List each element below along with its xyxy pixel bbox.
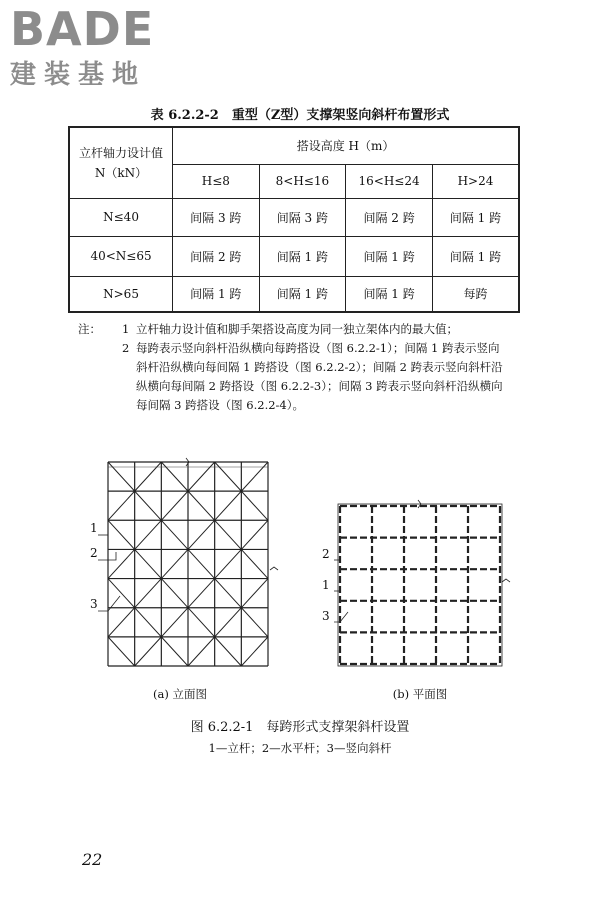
diagonal-brace <box>108 491 135 520</box>
break-mark <box>502 579 510 582</box>
diagonal-brace <box>108 579 135 608</box>
table-cell: 间隔 3 跨 <box>173 198 259 236</box>
elevation-caption: (a) 立面图 <box>153 687 207 701</box>
table-cell: 间隔 1 跨 <box>259 276 346 312</box>
diagonal-brace <box>161 579 188 608</box>
table-cell: 间隔 1 跨 <box>432 236 519 276</box>
leader-line <box>98 552 116 560</box>
diagonal-brace <box>135 520 162 549</box>
logo-subtitle: 建装基地 <box>10 60 147 90</box>
diagonal-brace <box>188 549 215 578</box>
diagonal-brace <box>135 462 162 491</box>
page-number: 22 <box>82 850 103 869</box>
table-cell: 每跨 <box>432 276 519 312</box>
elevation-svg <box>84 456 284 678</box>
diagonal-brace <box>215 608 242 637</box>
plan-svg <box>318 496 518 674</box>
figure-title: 图 6.2.2-1 每跨形式支撑架斜杆设置 <box>190 720 410 735</box>
table-cell: 间隔 1 跨 <box>259 236 346 276</box>
note-text: 每跨表示竖向斜杆沿纵横向每跨搭设（图 6.2.2-1）；间隔 1 跨表示竖向斜杆沿纵横向每间隔 1 跨搭设（图 6.2.2-2）；间隔 2 跨表示竖向斜杆沿纵横向每间隔 2 跨搭设（图 6.2.2-3）；间隔 3 跨表示竖向斜杆沿纵横向每间隔 3 跨搭设（图 6.2.2-4）。 <box>136 341 503 412</box>
diagonal-brace <box>188 520 215 549</box>
figure-legend: 1—立杆；2—水平杆；3—竖向斜杆 <box>208 741 392 755</box>
label-diagonal-brace: 3 <box>322 609 330 623</box>
diagonal-brace <box>161 637 188 666</box>
logo-wordmark: BADE <box>10 2 155 56</box>
plan-caption: (b) 平面图 <box>392 687 448 701</box>
column-header: H≤8 <box>173 164 259 198</box>
note-number: 1 <box>122 322 130 336</box>
row-label: N>65 <box>69 276 173 312</box>
table-cell: 间隔 3 跨 <box>259 198 346 236</box>
column-header: 8<H≤16 <box>259 164 346 198</box>
diagonal-brace <box>188 608 215 637</box>
plan-outline <box>338 504 502 666</box>
label-horizontal-bar: 2 <box>322 547 330 561</box>
diagonal-brace <box>161 520 188 549</box>
table-row <box>69 236 519 276</box>
note-number: 2 <box>122 341 130 355</box>
diagonal-brace <box>135 637 162 666</box>
diagonal-brace <box>241 491 268 520</box>
diagonal-brace <box>215 491 242 520</box>
table-cell: 间隔 2 跨 <box>346 198 433 236</box>
diagonal-brace <box>108 462 135 491</box>
row-header-cell: 立杆轴力设计值 N（kN） <box>69 127 173 198</box>
diagonal-brace <box>241 549 268 578</box>
diagonal-brace <box>108 549 135 578</box>
leader-line <box>98 596 120 611</box>
diagonal-brace <box>215 520 242 549</box>
diagonal-brace <box>215 579 242 608</box>
table-header-row <box>69 127 519 164</box>
note-text: 立杆轴力设计值和脚手架搭设高度为同一独立架体内的最大值； <box>136 322 458 336</box>
diagonal-brace <box>135 608 162 637</box>
diagonal-brace <box>188 579 215 608</box>
diagonal-brace <box>108 608 135 637</box>
diagonal-brace <box>188 462 215 491</box>
diagonal-brace <box>161 608 188 637</box>
row-label: 40<N≤65 <box>69 236 173 276</box>
table-cell: 间隔 1 跨 <box>346 236 433 276</box>
brand-logo <box>10 2 155 91</box>
diagonal-brace <box>241 637 268 666</box>
diagonal-brace <box>135 549 162 578</box>
notes-label: 注： <box>78 322 101 336</box>
spec-table <box>68 126 520 313</box>
note-item <box>78 320 508 339</box>
table-cell: 间隔 2 跨 <box>173 236 259 276</box>
diagonal-brace <box>135 491 162 520</box>
diagonal-brace <box>241 608 268 637</box>
table-cell: 间隔 1 跨 <box>173 276 259 312</box>
column-header: 16<H≤24 <box>346 164 433 198</box>
row-label: N≤40 <box>69 198 173 236</box>
diagonal-brace <box>188 637 215 666</box>
table-cell: 间隔 1 跨 <box>346 276 433 312</box>
diagonal-brace <box>188 491 215 520</box>
diagonal-brace <box>161 491 188 520</box>
diagonal-brace <box>135 579 162 608</box>
diagonal-brace <box>215 549 242 578</box>
label-diagonal-brace: 3 <box>90 597 98 611</box>
label-vertical-pole: 1 <box>322 578 330 592</box>
break-mark <box>270 567 278 570</box>
label-horizontal-bar: 2 <box>90 546 98 560</box>
diagonal-brace <box>108 637 135 666</box>
note-item <box>78 339 508 415</box>
label-vertical-pole: 1 <box>90 521 98 535</box>
plan-diagram <box>318 496 518 678</box>
table-notes <box>78 320 508 415</box>
diagonal-brace <box>215 462 242 491</box>
table-row <box>69 198 519 236</box>
column-header: H>24 <box>432 164 519 198</box>
diagonal-brace <box>108 520 135 549</box>
table-row <box>69 276 519 312</box>
table-caption: 表 6.2.2-2 重型（Z型）支撑架竖向斜杆布置形式 <box>150 108 450 123</box>
table-cell: 间隔 1 跨 <box>432 198 519 236</box>
elevation-diagram <box>84 456 284 682</box>
diagonal-brace <box>161 549 188 578</box>
diagonal-brace <box>215 637 242 666</box>
diagonal-brace <box>161 462 188 491</box>
diagonal-brace <box>241 462 268 491</box>
col-group-header: 搭设高度 H（m） <box>173 127 519 164</box>
diagonal-brace <box>241 520 268 549</box>
diagonal-brace <box>241 579 268 608</box>
